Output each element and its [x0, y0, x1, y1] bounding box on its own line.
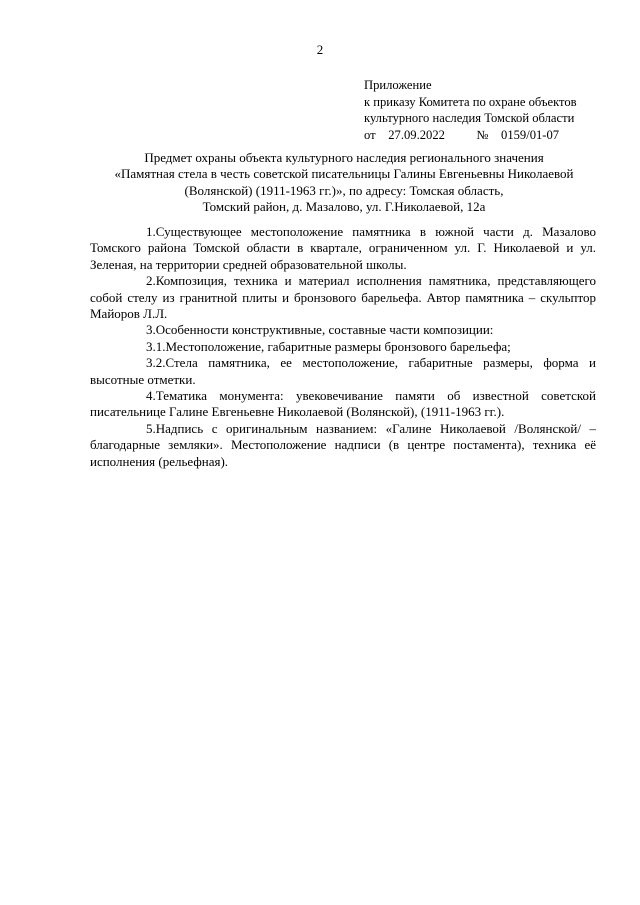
- item-number: 1.: [146, 224, 156, 239]
- annex-header: [364, 77, 604, 143]
- list-item: [90, 224, 596, 273]
- order-number: 0159/01-07: [501, 127, 560, 142]
- item-text: Композиция, техника и материал исполнения памятника, представляющего собой стелу из гранитной плиты и бронзового барельефа. Автор памятника – скульптор Майоров Л.Л.: [90, 273, 596, 322]
- item-text: Тематика монумента: увековечивание памяти об известной советской писательнице Галине Евгеньевне Николаевой (Волянской), (1911-1963 гг.).: [90, 388, 596, 420]
- document-title: [96, 150, 592, 216]
- list-item: [90, 322, 596, 338]
- item-number: 2.: [146, 273, 156, 289]
- annex-committee-line: культурного наследия Томской области: [364, 111, 575, 126]
- item-text: Местоположение, габаритные размеры бронзового барельефа;: [165, 338, 511, 354]
- item-text: Надпись с оригинальным названием: «Галине Николаевой /Волянской/ – благодарные земляки». Местоположение надписи (в центре постамента), техника её исполнения (рельефная).: [90, 420, 596, 469]
- item-number: 3.: [146, 322, 156, 338]
- number-prefix: №: [476, 127, 489, 142]
- list-item: [90, 388, 596, 421]
- date-prefix: от: [364, 127, 376, 142]
- item-number: 3.1.: [146, 338, 166, 354]
- page-number: 2: [316, 42, 324, 57]
- title-line: Томский район, д. Мазалово, ул. Г.Николаевой, 12а: [202, 199, 486, 215]
- list-item: [90, 339, 596, 355]
- item-text: Особенности конструктивные, составные части композиции:: [155, 322, 494, 338]
- order-date: 27.09.2022: [388, 127, 445, 142]
- item-number: 5.: [146, 420, 156, 436]
- list-item: [90, 421, 596, 470]
- item-text: Существующее местоположение памятника в южной части д. Мазалово Томского района Томской области в квартале, ограниченном ул. Г. Николаевой и ул. Зеленая, на территории средней образовательной школы.: [90, 224, 596, 272]
- annex-title: Приложение: [364, 78, 432, 92]
- title-line: (Волянской) (1911-1963 гг.)», по адресу: Томская область,: [184, 182, 504, 198]
- item-number: 4.: [146, 388, 156, 404]
- document-body: [90, 224, 596, 470]
- title-line: Предмет охраны объекта культурного наследия регионального значения: [144, 150, 544, 165]
- item-text: Стела памятника, ее местоположение, габаритные размеры, форма и высотные отметки.: [90, 355, 596, 387]
- annex-date-line: [364, 127, 604, 144]
- item-number: 3.2.: [146, 355, 166, 371]
- list-item: [90, 355, 596, 388]
- title-line: «Памятная стела в честь советской писательницы Галины Евгеньевны Николаевой: [114, 166, 574, 182]
- list-item: [90, 273, 596, 322]
- annex-order-line: к приказу Комитета по охране объектов: [364, 94, 577, 109]
